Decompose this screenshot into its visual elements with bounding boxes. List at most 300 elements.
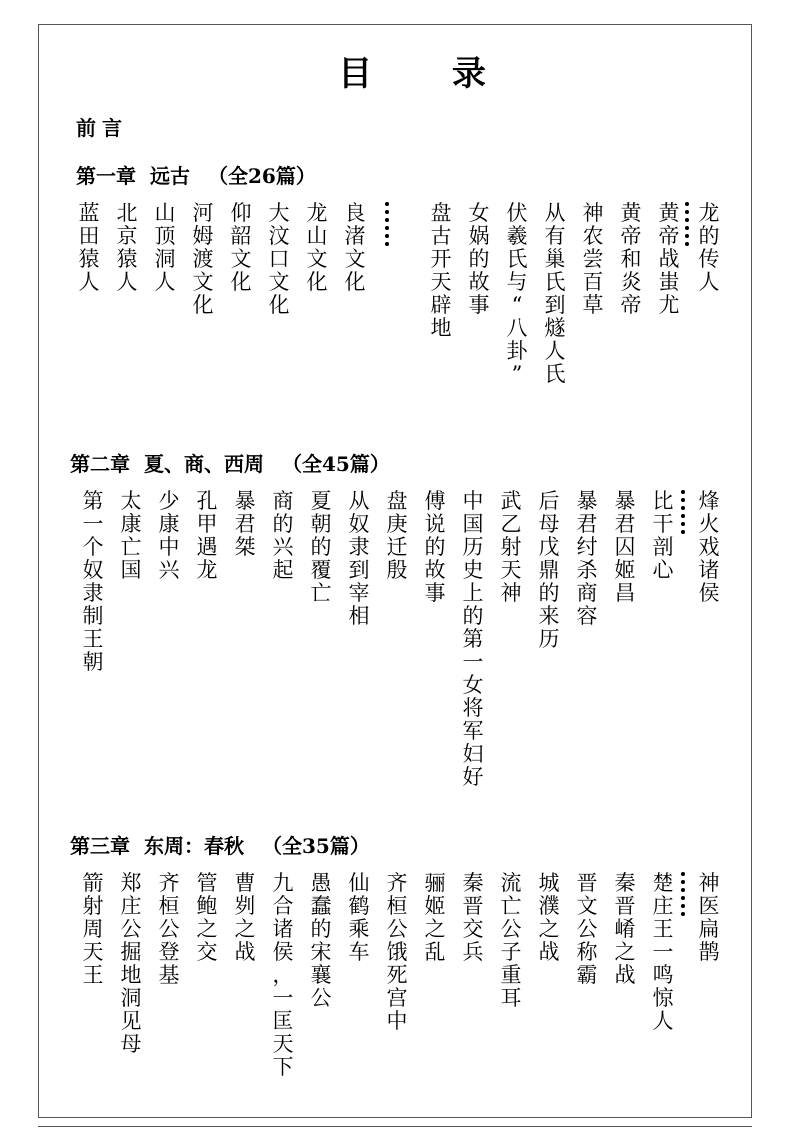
entry-char: 女 (468, 201, 490, 225)
entry-char: 康 (158, 512, 180, 536)
entry-char: 侯 (698, 581, 720, 605)
toc-entry[interactable] (272, 872, 294, 1079)
entry-char: 射 (82, 894, 104, 918)
toc-entry[interactable] (306, 202, 328, 294)
entry-char: 军 (462, 719, 484, 743)
entry-char: 女 (462, 673, 484, 697)
entry-char: 登 (158, 940, 180, 964)
entry-char: 洞 (154, 247, 176, 271)
entry-char: 纣 (576, 535, 598, 559)
entry-char: 山 (154, 201, 176, 225)
entry-char: 神 (500, 581, 522, 605)
entry-char: 尝 (582, 247, 604, 271)
entry-char: ” (511, 362, 523, 386)
entry-char: 庄 (652, 894, 674, 918)
entry-char: 医 (698, 894, 720, 918)
entry-char: 开 (430, 247, 452, 271)
entry-char: 鹊 (698, 940, 720, 964)
toc-entry[interactable] (230, 202, 252, 294)
toc-entry[interactable] (272, 490, 294, 582)
entry-char: 史 (462, 558, 484, 582)
entry-char: 濮 (538, 894, 560, 918)
toc-entry[interactable] (614, 872, 636, 987)
entry-char: 个 (82, 535, 104, 559)
entry-char: 比 (652, 489, 674, 513)
entry-char: 辟 (430, 293, 452, 317)
entry-char: 与 (506, 270, 528, 294)
ellipsis-dot (681, 522, 685, 526)
entry-char: 桓 (158, 894, 180, 918)
entry-char: 暴 (234, 489, 256, 513)
entry-char: 交 (196, 940, 218, 964)
entry-char: 君 (614, 512, 636, 536)
entry-char: 朝 (82, 650, 104, 674)
entry-char: 事 (424, 581, 446, 605)
entry-char: 车 (348, 940, 370, 964)
entry-char: 烽 (698, 489, 720, 513)
entry-char: 洞 (120, 986, 142, 1010)
entry-char: 氏 (506, 247, 528, 271)
entry-char: 妇 (462, 742, 484, 766)
entry-char: 的 (468, 247, 490, 271)
toc-entry[interactable] (582, 202, 604, 317)
toc-entry[interactable] (78, 202, 100, 294)
entry-char: 箭 (82, 871, 104, 895)
toc-entry[interactable] (234, 490, 256, 559)
toc-entry[interactable] (116, 202, 138, 294)
entry-char: 母 (120, 1032, 142, 1056)
entry-char: 秦 (462, 871, 484, 895)
entry-char: 从 (544, 201, 566, 225)
toc-entry[interactable] (538, 490, 560, 651)
entry-char: 王 (82, 963, 104, 987)
entry-char: 之 (538, 917, 560, 941)
entry-char: 亡 (310, 581, 332, 605)
entry-char: 起 (272, 558, 294, 582)
entry-char: 有 (544, 224, 566, 248)
entry-char: 称 (576, 940, 598, 964)
ellipsis-dot (681, 880, 685, 884)
entry-char: 管 (196, 871, 218, 895)
entry-char: 鼎 (538, 558, 560, 582)
entry-char: 燧 (544, 316, 566, 340)
ellipsis-dot (681, 498, 685, 502)
entry-char: 晋 (462, 894, 484, 918)
entry-char: 兴 (272, 535, 294, 559)
entry-char: 化 (306, 270, 328, 294)
entry-char: 容 (576, 604, 598, 628)
toc-entry[interactable] (538, 872, 560, 964)
entry-char: 盘 (386, 489, 408, 513)
entry-char: 鹤 (348, 894, 370, 918)
toc-entry[interactable] (462, 872, 484, 964)
entry-char: 天 (82, 940, 104, 964)
entry-char: 制 (82, 604, 104, 628)
entry-char: 晋 (614, 894, 636, 918)
entry-char: 郑 (120, 871, 142, 895)
entry-char: 昌 (614, 581, 636, 605)
chapter-title: 夏、商、西周 (144, 452, 264, 476)
entry-char: 庄 (120, 894, 142, 918)
entry-char: 神 (582, 201, 604, 225)
entry-char: 霸 (576, 963, 598, 987)
ellipsis-dot (681, 506, 685, 510)
toc-entry[interactable] (652, 490, 674, 582)
ellipsis-dot (685, 226, 689, 230)
entry-char: 庚 (386, 512, 408, 536)
ellipsis-dot (385, 242, 389, 246)
toc-entry[interactable] (348, 490, 370, 628)
entry-char: 的 (424, 535, 446, 559)
entry-char: 射 (500, 535, 522, 559)
entry-char: 蚩 (658, 270, 680, 294)
entry-char: 中 (386, 1009, 408, 1033)
toc-entry[interactable] (310, 490, 332, 605)
entry-char: 渚 (344, 224, 366, 248)
entry-char: 杀 (576, 558, 598, 582)
chapter-count: （全26篇） (208, 164, 316, 188)
ellipsis-dot (685, 234, 689, 238)
entry-char: 乙 (500, 512, 522, 536)
entry-char: 帝 (620, 293, 642, 317)
entry-char: 宫 (386, 986, 408, 1010)
entry-char: 的 (310, 535, 332, 559)
toc-entry[interactable] (698, 202, 720, 294)
entry-char: 从 (348, 489, 370, 513)
entry-char: 见 (120, 1009, 142, 1033)
entry-char: 母 (538, 512, 560, 536)
toc-entry[interactable] (506, 202, 528, 386)
entry-char: 公 (576, 917, 598, 941)
entry-char: 之 (234, 917, 256, 941)
entry-char: 到 (544, 293, 566, 317)
entry-char: 化 (344, 270, 366, 294)
entry-char: 卦 (506, 339, 528, 363)
toc-entry[interactable] (120, 490, 142, 582)
entry-char: 夏 (310, 489, 332, 513)
entry-char: 诸 (698, 558, 720, 582)
entry-char: 桓 (386, 894, 408, 918)
entry-char: 侯 (272, 940, 294, 964)
entry-char: 遇 (196, 535, 218, 559)
entry-char: 韶 (230, 224, 252, 248)
entry-char: 武 (500, 489, 522, 513)
toc-entry[interactable] (424, 872, 446, 964)
toc-entry[interactable] (158, 490, 180, 582)
entry-char: 之 (196, 917, 218, 941)
entry-char: 扁 (698, 917, 720, 941)
entry-char: 楚 (652, 871, 674, 895)
chapter-3-heading[interactable] (70, 830, 370, 859)
bottom-rule (38, 1126, 752, 1127)
toc-entry[interactable] (468, 202, 490, 317)
entry-char: 重 (500, 963, 522, 987)
entry-char: 口 (268, 247, 290, 271)
toc-entry[interactable] (424, 490, 446, 605)
entry-char: 尤 (658, 293, 680, 317)
entry-char: 公 (386, 917, 408, 941)
entry-char: 乘 (348, 917, 370, 941)
entry-char: 蓝 (78, 201, 100, 225)
entry-char: 化 (268, 293, 290, 317)
entry-char: 齐 (386, 871, 408, 895)
entry-char: 戏 (698, 535, 720, 559)
entry-char: 死 (386, 963, 408, 987)
entry-char: 人 (652, 1009, 674, 1033)
entry-char: 国 (462, 512, 484, 536)
entry-char: 文 (230, 247, 252, 271)
entry-char: 太 (120, 489, 142, 513)
ellipsis-dot (385, 226, 389, 230)
entry-char: 迁 (386, 535, 408, 559)
entry-char: 的 (310, 917, 332, 941)
entry-char: 历 (538, 627, 560, 651)
entry-char: 愚 (310, 871, 332, 895)
entry-char: 氏 (544, 362, 566, 386)
toc-entry[interactable] (268, 202, 290, 317)
toc-entry[interactable] (154, 202, 176, 294)
entry-char: 草 (582, 293, 604, 317)
entry-char: 历 (462, 535, 484, 559)
entry-char: 龙 (196, 558, 218, 582)
toc-entry[interactable] (158, 872, 180, 987)
entry-char: 惊 (652, 986, 674, 1010)
ellipsis-dot (685, 242, 689, 246)
entry-char: 合 (272, 894, 294, 918)
ellipsis-dot (385, 234, 389, 238)
entry-char: 饿 (386, 940, 408, 964)
chapter-count: （全35篇） (262, 834, 370, 858)
entry-char: 之 (614, 940, 636, 964)
entry-char: 囚 (614, 535, 636, 559)
chapter-title: 远古 (150, 164, 190, 188)
toc-entry[interactable] (386, 490, 408, 582)
entry-char: 崤 (614, 917, 636, 941)
entry-char: 大 (268, 201, 290, 225)
entry-char: 商 (576, 581, 598, 605)
entry-char: 姬 (614, 558, 636, 582)
entry-char: 奴 (82, 558, 104, 582)
ellipsis-dot (385, 210, 389, 214)
entry-char: 文 (576, 894, 598, 918)
entry-char: 山 (306, 224, 328, 248)
entry-char: 干 (652, 512, 674, 536)
entry-char: 宰 (348, 581, 370, 605)
toc-entry[interactable] (196, 872, 218, 964)
toc-entry[interactable] (576, 490, 598, 628)
entry-char: 诸 (272, 917, 294, 941)
entry-char: 公 (310, 986, 332, 1010)
entry-char: 亡 (500, 894, 522, 918)
ellipsis-dot (685, 218, 689, 222)
entry-char: 汶 (268, 224, 290, 248)
entry-char: 故 (468, 270, 490, 294)
entry-char: 康 (120, 512, 142, 536)
entry-char: 人 (544, 339, 566, 363)
entry-char: 人 (116, 270, 138, 294)
entry-char: 晋 (576, 871, 598, 895)
entry-char: 兵 (462, 940, 484, 964)
toc-entry[interactable] (620, 202, 642, 317)
chapter-1-heading[interactable] (76, 160, 316, 189)
entry-char: 天 (500, 558, 522, 582)
toc-entry[interactable] (614, 490, 636, 605)
entry-char: “ (511, 293, 523, 317)
entry-char: 氏 (544, 270, 566, 294)
entry-char: 一 (82, 512, 104, 536)
entry-char: 蠢 (310, 894, 332, 918)
toc-entry[interactable] (310, 872, 332, 1010)
entry-char: 上 (462, 581, 484, 605)
entry-char: 将 (462, 696, 484, 720)
toc-entry[interactable] (658, 202, 680, 317)
entry-char: 兴 (158, 558, 180, 582)
entry-char: 炎 (620, 270, 642, 294)
toc-entry[interactable] (344, 202, 366, 294)
entry-char: 刿 (234, 894, 256, 918)
entry-char: 的 (272, 512, 294, 536)
entry-char: 少 (158, 489, 180, 513)
ellipsis-dot (685, 202, 689, 206)
entry-char: 京 (116, 224, 138, 248)
toc-entry[interactable] (196, 490, 218, 582)
page-title: 目 录 (338, 54, 520, 94)
ellipsis-dot (681, 514, 685, 518)
ellipsis-dots (679, 490, 687, 538)
entry-char: 和 (620, 247, 642, 271)
entry-char: 羲 (506, 224, 528, 248)
entry-char: 化 (230, 270, 252, 294)
preface-link[interactable]: 前言 (76, 116, 128, 140)
toc-entry[interactable] (82, 872, 104, 987)
entry-char: 地 (120, 963, 142, 987)
entry-char: 的 (462, 604, 484, 628)
entry-char: 隶 (82, 581, 104, 605)
entry-char: 子 (500, 940, 522, 964)
entry-char: 后 (538, 489, 560, 513)
toc-entry[interactable] (698, 872, 720, 964)
toc-entry[interactable] (500, 872, 522, 1010)
ellipsis-dots (683, 202, 691, 250)
entry-char: 商 (272, 489, 294, 513)
entry-char: 公 (158, 917, 180, 941)
entry-char: 鲍 (196, 894, 218, 918)
ellipsis-dots (679, 872, 687, 920)
toc-entry[interactable] (82, 490, 104, 674)
entry-char: 天 (430, 270, 452, 294)
entry-char: 孔 (196, 489, 218, 513)
entry-char: 黄 (620, 201, 642, 225)
entry-char: 耳 (500, 986, 522, 1010)
entry-char: 一 (462, 650, 484, 674)
entry-char: 战 (538, 940, 560, 964)
entry-char: 一 (272, 986, 294, 1010)
entry-char: 猿 (116, 247, 138, 271)
chapter-count: （全45篇） (282, 452, 390, 476)
entry-char: 傅 (424, 489, 446, 513)
entry-char: 传 (698, 247, 720, 271)
entry-char: 人 (78, 270, 100, 294)
entry-char: 火 (698, 512, 720, 536)
entry-char: 娲 (468, 224, 490, 248)
entry-char: 鸣 (652, 963, 674, 987)
chapter-number: 第一章 (76, 164, 136, 188)
entry-char: 朝 (310, 512, 332, 536)
entry-char: 好 (462, 765, 484, 789)
toc-entry[interactable] (120, 872, 142, 1056)
entry-char: 匡 (272, 1009, 294, 1033)
entry-char: 乱 (424, 940, 446, 964)
entry-char: 到 (348, 558, 370, 582)
entry-char: 仙 (348, 871, 370, 895)
toc-entry[interactable] (192, 202, 214, 317)
entry-char: 中 (462, 489, 484, 513)
entry-char: 百 (582, 270, 604, 294)
entry-char: 顶 (154, 224, 176, 248)
entry-char: 事 (468, 293, 490, 317)
toc-entry[interactable] (500, 490, 522, 605)
entry-char: 八 (506, 316, 528, 340)
entry-char: 文 (192, 270, 214, 294)
entry-char: 隶 (348, 535, 370, 559)
entry-char: 齐 (158, 871, 180, 895)
entry-char: ， (272, 963, 294, 987)
toc-entry[interactable] (462, 490, 484, 789)
ellipsis-dot (681, 912, 685, 916)
entry-char: 亡 (120, 535, 142, 559)
entry-char: 猿 (78, 247, 100, 271)
toc-entry[interactable] (544, 202, 566, 386)
entry-char: 天 (272, 1032, 294, 1056)
entry-char: 文 (344, 247, 366, 271)
entry-char: 龙 (698, 201, 720, 225)
ellipsis-dot (385, 202, 389, 206)
ellipsis-dot (681, 888, 685, 892)
toc-entry[interactable] (430, 202, 452, 340)
entry-char: 文 (268, 270, 290, 294)
entry-char: 暴 (576, 489, 598, 513)
chapter-number: 第二章 (70, 452, 130, 476)
entry-char: 神 (698, 871, 720, 895)
entry-char: 下 (272, 1055, 294, 1079)
entry-char: 人 (154, 270, 176, 294)
entry-char: 交 (462, 917, 484, 941)
toc-entry[interactable] (652, 872, 674, 1033)
entry-char: 基 (158, 963, 180, 987)
entry-char: 桀 (234, 535, 256, 559)
entry-char: 暴 (614, 489, 636, 513)
toc-entry[interactable] (386, 872, 408, 1033)
toc-entry[interactable] (576, 872, 598, 987)
entry-char: 流 (500, 871, 522, 895)
ellipsis-dot (681, 490, 685, 494)
entry-char: 剖 (652, 535, 674, 559)
entry-char: 姆 (192, 224, 214, 248)
entry-char: 故 (424, 558, 446, 582)
ellipsis-dot (681, 872, 685, 876)
entry-char: 曹 (234, 871, 256, 895)
entry-char: 甲 (196, 512, 218, 536)
entry-char: 周 (82, 917, 104, 941)
toc-entry[interactable] (348, 872, 370, 964)
entry-char: 农 (582, 224, 604, 248)
toc-entry[interactable] (234, 872, 256, 964)
entry-char: 心 (652, 558, 674, 582)
entry-char: 巢 (544, 247, 566, 271)
entry-char: 帝 (620, 224, 642, 248)
chapter-2-heading[interactable] (70, 448, 390, 477)
toc-entry[interactable] (698, 490, 720, 605)
